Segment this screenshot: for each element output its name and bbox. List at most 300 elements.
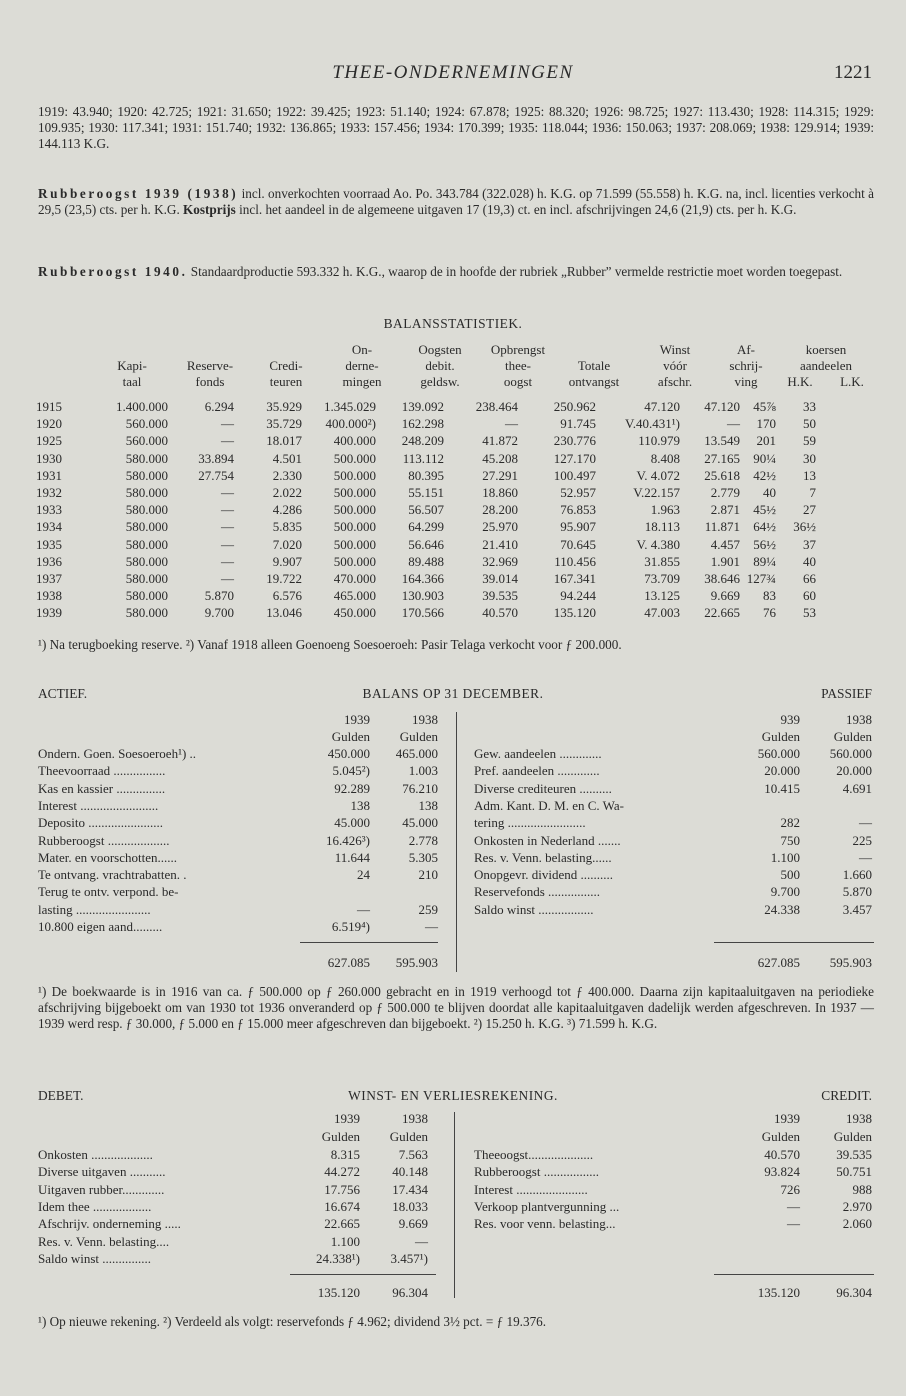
- list-item-value-1938: 76.210: [402, 780, 438, 796]
- list-item-label: Theeoogst....................: [474, 1147, 594, 1162]
- debet-title: DEBET.: [38, 1088, 84, 1103]
- list-item-value-1938: —: [415, 1233, 428, 1249]
- list-item-value-1938: —: [425, 919, 438, 934]
- list-item: [38, 1146, 438, 1163]
- list-item-value-1938: 3.457: [842, 901, 872, 917]
- balans-right-unit-2: Gulden: [833, 729, 872, 744]
- table-cell: 7.020: [272, 536, 302, 552]
- list-item-label: Interest ........................: [38, 797, 159, 813]
- table-cell: 100.497: [553, 467, 596, 483]
- actief-total-1938: 595.903: [395, 955, 438, 970]
- table-cell: 170: [756, 416, 776, 432]
- balans-left-unit-2: Gulden: [399, 729, 438, 744]
- list-item: [38, 1181, 438, 1198]
- table-cell: 130.903: [401, 588, 444, 604]
- rubber-1939-text1: incl. onverkochten voorraad Ao. Po. 343.784 (322.028) h. K.G. op 71.599 (55.558) h. K.G. na, incl. licenties verkocht à 29,5 (23,5) cts. per h. K.G.: [38, 186, 874, 217]
- list-item-value-1939: —: [787, 1198, 800, 1214]
- table-cell: 2.022: [272, 485, 302, 501]
- table-cell: 580.000: [125, 588, 168, 604]
- table-cell: 170.566: [401, 605, 444, 621]
- table-cell: 238.464: [475, 399, 518, 414]
- table-cell: 91.745: [560, 416, 596, 432]
- list-item-value-1939: 11.644: [334, 849, 370, 865]
- list-item-value-1938: 2.778: [408, 832, 438, 848]
- list-item-value-1939: 24.338: [764, 901, 800, 917]
- winst-left-years: [290, 1110, 430, 1127]
- table-cell: 1930: [36, 450, 62, 466]
- winst-right-year-2: 1938: [846, 1111, 872, 1126]
- table-cell: V. 4.380: [636, 536, 680, 552]
- table-cell: 580.000: [125, 605, 168, 621]
- list-item: [38, 780, 448, 797]
- list-item-value-1938: 3.457¹): [390, 1250, 428, 1266]
- rubber-1939-heading: Rubberoogst 1939 (1938): [38, 186, 239, 201]
- list-item-value-1939: 8.315: [330, 1147, 360, 1162]
- table-cell: 40: [763, 485, 776, 501]
- table-cell: 450.000: [333, 605, 376, 621]
- list-item: [474, 1163, 874, 1180]
- table-cell: 1920: [36, 416, 62, 432]
- table-cell: 9.700: [204, 605, 234, 621]
- col-header-reserve: Reserve- fonds: [186, 358, 234, 389]
- list-item-label: Res. v. Venn. belasting....: [38, 1233, 170, 1249]
- table-cell: 127¾: [746, 571, 776, 587]
- table-cell: 13.125: [644, 588, 680, 604]
- table-cell: 248.209: [401, 433, 444, 449]
- list-item-value-1938: 17.434: [392, 1181, 428, 1197]
- table-cell: 13.046: [266, 605, 302, 621]
- table-cell: 500.000: [333, 485, 376, 501]
- list-item: [474, 1181, 874, 1198]
- balans-left-year-2: 1938: [412, 712, 438, 727]
- table-row: [36, 604, 816, 621]
- col-header-winst: Winst vóór afschr.: [657, 342, 693, 389]
- table-cell: 56.646: [408, 536, 444, 552]
- table-cell: 400.000: [333, 433, 376, 449]
- list-item-value-1939: 726: [780, 1181, 800, 1197]
- table-cell: 2.779: [710, 485, 740, 501]
- list-item-value-1938: 9.669: [398, 1216, 428, 1232]
- list-item: [38, 849, 448, 866]
- table-cell: 1935: [36, 536, 62, 552]
- actief-total: [300, 954, 440, 971]
- table-row: [36, 536, 816, 553]
- list-item: [474, 762, 874, 779]
- list-item-value-1938: 259: [418, 901, 438, 917]
- list-item-label: Diverse crediteuren ..........: [474, 780, 612, 796]
- credit-title: CREDIT.: [821, 1088, 872, 1103]
- list-item-label: Pref. aandeelen .............: [474, 763, 600, 779]
- list-item: [38, 814, 448, 831]
- table-row: [36, 450, 816, 467]
- list-item-value-1939: 1.100: [330, 1233, 360, 1249]
- list-item: [38, 901, 448, 918]
- table-row: [36, 587, 816, 604]
- table-cell: —: [221, 553, 234, 569]
- table-cell: 32.969: [482, 553, 518, 569]
- table-cell: 9.669: [710, 588, 740, 604]
- table-cell: 139.092: [401, 399, 444, 414]
- list-item: [38, 797, 448, 814]
- table-cell: 56.507: [408, 502, 444, 518]
- table-cell: 18.017: [266, 433, 302, 449]
- table-cell: —: [221, 519, 234, 535]
- list-item-value-1939: 750: [780, 832, 800, 848]
- rubber-1940-heading: Rubberoogst 1940.: [38, 264, 188, 279]
- credit-total-1939: 135.120: [757, 1285, 800, 1300]
- table-cell: 560.000: [125, 416, 168, 432]
- debet-total-rule: [290, 1274, 436, 1275]
- table-cell: 47.120: [704, 399, 740, 414]
- table-cell: 55.151: [408, 485, 444, 501]
- table-cell: 37: [803, 536, 816, 552]
- balans-right-year-1: 939: [780, 712, 800, 727]
- table-cell: 33: [803, 399, 816, 414]
- list-item-value-1939: 16.674: [324, 1198, 360, 1214]
- list-item: [474, 883, 874, 900]
- list-item-value-1938: 45.000: [402, 815, 438, 831]
- table-cell: 500.000: [333, 502, 376, 518]
- table-cell: —: [221, 536, 234, 552]
- table-cell: 580.000: [125, 502, 168, 518]
- list-item-label: Terug te ontv. verpond. be-: [38, 884, 179, 900]
- table-cell: 465.000: [333, 588, 376, 604]
- rubber-1939-text2: incl. het aandeel in de algemeene uitgaven 17 (19,3) ct. en incl. afschrijvingen 24,6 (21,9) cts. per h. K.G.: [235, 202, 797, 217]
- table-row: [36, 432, 816, 449]
- list-item: [38, 1250, 438, 1267]
- list-item-label: Saldo winst ...............: [38, 1250, 152, 1266]
- table-cell: 27.165: [704, 450, 740, 466]
- list-item-value-1939: 9.700: [770, 884, 800, 900]
- list-item: [38, 918, 448, 935]
- list-item-value-1938: 138: [418, 797, 438, 813]
- table-cell: 13.549: [704, 433, 740, 449]
- table-cell: 201: [756, 433, 776, 449]
- table-cell: 1915: [36, 399, 62, 414]
- passief-total-rule: [714, 942, 874, 943]
- winst-right-unit-1: Gulden: [761, 1129, 800, 1144]
- list-item: [38, 745, 448, 762]
- col-header-ondernemingen: On- derne- mingen: [342, 342, 382, 389]
- table-cell: 580.000: [125, 553, 168, 569]
- list-item-label: Theevoorraad ................: [38, 763, 166, 779]
- list-item: [474, 1215, 874, 1232]
- list-item-label: Kas en kassier ...............: [38, 780, 166, 796]
- list-item-label: Res. v. Venn. belasting......: [474, 849, 612, 865]
- list-item-value-1939: —: [787, 1216, 800, 1232]
- passief-total-1939: 627.085: [757, 955, 800, 970]
- table-cell: 35.929: [266, 399, 302, 414]
- actief-title: ACTIEF.: [38, 686, 88, 701]
- table-cell: 38.646: [704, 571, 740, 587]
- table-cell: V. 4.072: [636, 467, 680, 483]
- col-header-koersen: koersen aandeelen: [800, 342, 852, 373]
- col-header-opbrengst: Opbrengst thee- oogst: [490, 342, 546, 389]
- table-cell: 580.000: [125, 536, 168, 552]
- table-cell: 135.120: [553, 605, 596, 621]
- production-paragraph: 1919: 43.940; 1920: 42.725; 1921: 31.650; 1922: 39.425; 1923: 51.140; 1924: 67.878; 1925: 88.320; 1926: 98.725; 1927: 113.430; 1928: 114.315; 1929: 109.935; 1930: 117.341; 1931: 151.740; 1932: 136.865; 1933: 157.456; 1934: 170.399; 1935: 118.044; 1936: 150.063; 1937: 208.069; 1938: 129.914; 1939: 144.113 K.G.: [38, 104, 874, 151]
- table-cell: 1936: [36, 553, 62, 569]
- table-cell: 1933: [36, 502, 62, 518]
- table-cell: 66: [803, 571, 816, 587]
- list-item-label: Reservefonds ................: [474, 884, 601, 900]
- table-cell: 45.208: [482, 450, 518, 466]
- table-cell: 36½: [793, 519, 816, 535]
- table-cell: 500.000: [333, 467, 376, 483]
- table-cell: 1932: [36, 485, 62, 501]
- list-item-value-1939: 138: [350, 797, 370, 813]
- table-cell: 500.000: [333, 519, 376, 535]
- table-cell: 11.871: [704, 519, 740, 535]
- list-item-label: Te ontvang. vrachtrabatten. .: [38, 867, 187, 883]
- table-cell: 1.963: [650, 502, 680, 518]
- list-item-value-1938: 1.003: [408, 763, 438, 779]
- balansstatistiek-footnote: ¹) Na terugboeking reserve. ²) Vanaf 1918 alleen Goenoeng Soesoeroeh: Pasir Telaga verkocht voor ƒ 200.000.: [38, 637, 622, 652]
- list-item-value-1939: 282: [780, 815, 800, 831]
- table-cell: 164.366: [401, 571, 444, 587]
- table-cell: 30: [803, 450, 816, 466]
- table-cell: —: [727, 416, 740, 432]
- list-item-label: lasting .......................: [38, 901, 151, 917]
- list-item-value-1939: 45.000: [334, 815, 370, 831]
- actief-total-rule: [300, 942, 438, 943]
- table-cell: 580.000: [125, 467, 168, 483]
- table-cell: 80.395: [408, 467, 444, 483]
- col-header-oogsten: Oogsten debit. geldsw.: [418, 342, 462, 389]
- table-cell: 580.000: [125, 571, 168, 587]
- table-cell: 64.299: [408, 519, 444, 535]
- list-item-label: Res. voor venn. belasting...: [474, 1216, 616, 1232]
- list-item: [474, 901, 874, 918]
- table-cell: 94.244: [560, 588, 596, 604]
- table-cell: 73.709: [644, 571, 680, 587]
- table-cell: 1.400.000: [116, 399, 168, 414]
- table-cell: 2.871: [710, 502, 740, 518]
- table-cell: 22.665: [704, 605, 740, 621]
- list-item: [38, 1163, 438, 1180]
- list-item-value-1939: 40.570: [764, 1147, 800, 1162]
- table-cell: 52.957: [560, 485, 596, 501]
- list-item-value-1938: 2.970: [842, 1198, 872, 1214]
- list-item: [38, 883, 448, 900]
- table-cell: 1925: [36, 433, 62, 449]
- table-cell: 400.000²): [325, 416, 376, 432]
- list-item-label: Onopgevr. dividend ..........: [474, 867, 614, 883]
- list-item-value-1939: 20.000: [764, 763, 800, 779]
- table-cell: 27.754: [198, 467, 234, 483]
- table-cell: 127.170: [553, 450, 596, 466]
- list-item: [38, 1215, 438, 1232]
- col-header-totale: Totale ontvangst: [568, 358, 620, 389]
- list-item-value-1939: 16.426³): [326, 832, 370, 848]
- balans-footnote: ¹) De boekwaarde is in 1916 van ca. ƒ 500.000 op ƒ 260.000 gebracht en in 1919 verhoogd tot ƒ 400.000. Daarna zijn kapitaaluitgaven na periodieke afschrijving bijgeboekt om van 1930 tot 1936 onveranderd op ƒ 500.000 te blijven doordat alle kapitaaluitgaven dadelijk werden afgeschreven. In 1937 —1939 werd resp. ƒ 30.000, ƒ 5.000 en ƒ 15.000 meer afgeschreven dan bijgeboekt. ²) 15.250 h. K.G. ³) 71.599 h. K.G.: [38, 984, 874, 1031]
- list-item-label: Rubberoogst ...................: [38, 832, 170, 848]
- col-header-lk: L.K.: [840, 374, 864, 389]
- list-item-value-1939: 1.100: [770, 849, 800, 865]
- balans-right-years: [730, 711, 874, 728]
- winst-left-unit-2: Gulden: [389, 1129, 428, 1144]
- list-item-label: Gew. aandeelen .............: [474, 746, 602, 761]
- table-cell: 89¼: [753, 553, 776, 569]
- list-item-value-1939: 93.824: [764, 1164, 800, 1180]
- list-item-value-1938: —: [859, 849, 872, 865]
- list-item: [474, 814, 874, 831]
- list-item-label: Onkosten in Nederland .......: [474, 832, 621, 848]
- list-item-label: Afschrijv. onderneming .....: [38, 1216, 181, 1232]
- list-item-label: Verkoop plantvergunning ...: [474, 1198, 620, 1214]
- list-item-value-1938: 7.563: [398, 1147, 428, 1162]
- list-item-value-1938: 560.000: [829, 746, 872, 761]
- table-cell: 500.000: [333, 553, 376, 569]
- balans-title: BALANS OP 31 DECEMBER.: [362, 686, 544, 701]
- table-cell: 580.000: [125, 485, 168, 501]
- list-item-value-1938: —: [859, 815, 872, 831]
- list-item-label: tering ........................: [474, 815, 586, 831]
- rubber-1940-text: Standaardproductie 593.332 h. K.G., waarop de in hoofde der rubriek „Rubber” vermelde restrictie moet worden toegepast.: [187, 264, 843, 279]
- table-cell: —: [221, 433, 234, 449]
- table-cell: 1.345.029: [324, 399, 376, 414]
- table-row: [36, 398, 816, 415]
- rubber-1939-paragraph: [38, 186, 874, 218]
- list-item-label: Onkosten ...................: [38, 1147, 153, 1162]
- table-cell: V.40.431¹): [625, 416, 680, 432]
- list-item-label: Uitgaven rubber.............: [38, 1181, 165, 1197]
- table-cell: 60: [803, 588, 816, 604]
- table-cell: 45⅞: [753, 399, 776, 414]
- balans-right-unit-1: Gulden: [761, 729, 800, 744]
- list-item-label: Ondern. Goen. Soesoeroeh¹) ..: [38, 746, 197, 761]
- col-header-hk: H.K.: [787, 374, 813, 389]
- table-cell: 6.294: [204, 399, 234, 414]
- balans-left-units: [300, 728, 440, 745]
- table-row: [36, 553, 816, 570]
- table-cell: 25.970: [482, 519, 518, 535]
- rubber-1940-paragraph: [38, 264, 874, 280]
- winst-right-units: [730, 1128, 874, 1145]
- table-cell: 560.000: [125, 433, 168, 449]
- winst-left-year-1: 1939: [334, 1111, 360, 1126]
- balans-left-unit-1: Gulden: [331, 729, 370, 744]
- winst-left-units: [290, 1128, 430, 1145]
- table-cell: 110.979: [638, 433, 680, 449]
- table-cell: 64½: [753, 519, 776, 535]
- balans-left-year-1: 1939: [344, 712, 370, 727]
- table-cell: 40: [803, 553, 816, 569]
- table-cell: 41.872: [482, 433, 518, 449]
- list-item-value-1938: 2.060: [842, 1216, 872, 1232]
- table-cell: 9.907: [272, 553, 302, 569]
- credit-total: [730, 1284, 874, 1301]
- list-item: [474, 1146, 874, 1163]
- col-header-kapitaal: Kapi- taal: [117, 358, 147, 389]
- winst-right-unit-2: Gulden: [833, 1129, 872, 1144]
- table-cell: 7: [809, 485, 816, 501]
- table-cell: 110.456: [554, 553, 596, 569]
- table-cell: 500.000: [333, 536, 376, 552]
- table-cell: 5.835: [272, 519, 302, 535]
- table-cell: 83: [763, 588, 776, 604]
- table-cell: 1931: [36, 467, 62, 483]
- list-item-value-1939: 24.338¹): [316, 1250, 360, 1266]
- table-cell: 162.298: [401, 416, 444, 432]
- table-cell: 50: [803, 416, 816, 432]
- list-item-label: Adm. Kant. D. M. en C. Wa-: [474, 797, 625, 813]
- table-cell: 27.291: [482, 467, 518, 483]
- table-cell: 90¼: [753, 450, 776, 466]
- list-item-label: 10.800 eigen aand.........: [38, 919, 163, 934]
- balans-right-year-2: 1938: [846, 712, 872, 727]
- debet-total-1939: 135.120: [317, 1285, 360, 1300]
- winst-title: WINST- EN VERLIESREKENING.: [348, 1088, 558, 1103]
- list-item-label: Rubberoogst .................: [474, 1164, 599, 1180]
- table-cell: 580.000: [125, 519, 168, 535]
- table-cell: 56½: [753, 536, 776, 552]
- list-item-value-1938: 988: [852, 1181, 872, 1197]
- table-cell: 580.000: [125, 450, 168, 466]
- list-item-value-1938: 1.660: [842, 867, 872, 883]
- table-cell: 95.907: [560, 519, 596, 535]
- winst-right-year-1: 1939: [774, 1111, 800, 1126]
- list-item: [474, 832, 874, 849]
- list-item-label: Idem thee ..................: [38, 1198, 152, 1214]
- list-item-value-1938: 5.305: [408, 849, 438, 865]
- credit-total-1938: 96.304: [836, 1285, 872, 1300]
- list-item-value-1939: 24: [357, 867, 370, 883]
- list-item-value-1939: —: [357, 901, 370, 917]
- table-cell: —: [505, 416, 518, 432]
- table-cell: 500.000: [333, 450, 376, 466]
- table-cell: 40.570: [482, 605, 518, 621]
- list-item-value-1938: 39.535: [836, 1147, 872, 1162]
- page-title: THEE-ONDERNEMINGEN: [332, 62, 574, 83]
- table-cell: 39.014: [482, 571, 518, 587]
- kostprijs-label: Kostprijs: [183, 202, 236, 217]
- list-item: [474, 797, 874, 814]
- debet-total-1938: 96.304: [392, 1285, 428, 1300]
- table-cell: 2.330: [272, 467, 302, 483]
- table-cell: —: [221, 502, 234, 518]
- table-cell: 53: [803, 605, 816, 621]
- passief-total: [730, 954, 874, 971]
- table-cell: 5.870: [204, 588, 234, 604]
- table-row: [36, 570, 816, 587]
- passief-total-1938: 595.903: [829, 955, 872, 970]
- list-item-value-1938: 5.870: [842, 884, 872, 900]
- list-item-label: Mater. en voorschotten......: [38, 849, 177, 865]
- table-cell: 21.410: [482, 536, 518, 552]
- table-cell: 19.722: [266, 571, 302, 587]
- table-cell: 76: [763, 605, 776, 621]
- table-row: [36, 415, 816, 432]
- list-item-value-1938: 40.148: [392, 1164, 428, 1180]
- list-item: [38, 1233, 438, 1250]
- list-item-label: Deposito .......................: [38, 815, 163, 831]
- list-item-value-1938: 20.000: [836, 763, 872, 779]
- list-item-value-1938: 18.033: [392, 1198, 428, 1214]
- page-number: 1221: [834, 62, 872, 83]
- winst-left-year-2: 1938: [402, 1111, 428, 1126]
- list-item-value-1938: 225: [852, 832, 872, 848]
- table-cell: 28.200: [482, 502, 518, 518]
- table-row: [36, 501, 816, 518]
- table-cell: 31.855: [644, 553, 680, 569]
- winst-right-years: [730, 1110, 874, 1127]
- table-cell: 1934: [36, 519, 62, 535]
- table-cell: 45½: [753, 502, 776, 518]
- balans-right-units: [730, 728, 874, 745]
- list-item-value-1939: 560.000: [757, 746, 800, 761]
- table-cell: 47.003: [644, 605, 680, 621]
